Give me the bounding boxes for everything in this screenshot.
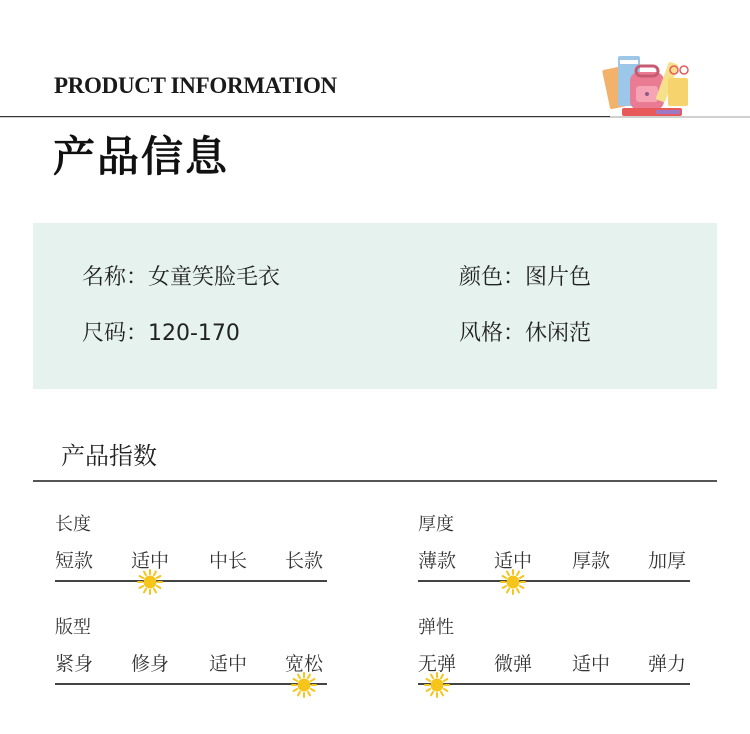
index-option: 宽松 (285, 653, 324, 675)
index-options (418, 546, 690, 576)
index-option: 紧身 (55, 653, 94, 675)
index-option: 无弹 (418, 653, 457, 675)
index-scale-line (55, 580, 327, 582)
page-title: 产品信息 (53, 132, 230, 181)
index-group-label: 长度 (55, 514, 91, 535)
info-style: 风格：休闲范 (459, 321, 592, 346)
info-size: 尺码：120-170 (82, 321, 240, 346)
info-panel (33, 223, 717, 389)
sun-icon (424, 672, 450, 698)
index-option: 中长 (209, 550, 248, 572)
index-option: 适中 (131, 550, 170, 572)
index-option: 薄款 (418, 550, 457, 572)
index-scale-line (418, 683, 690, 685)
school-bag-books-illustration (600, 48, 696, 120)
index-option: 适中 (572, 653, 611, 675)
index-group-label: 弹性 (418, 617, 454, 638)
header-divider-dark (0, 116, 610, 117)
index-option: 适中 (494, 550, 533, 572)
index-section-title: 产品指数 (61, 442, 157, 470)
index-option: 适中 (209, 653, 248, 675)
sun-icon (137, 569, 163, 595)
sun-icon (291, 672, 317, 698)
index-option: 长款 (285, 550, 324, 572)
index-section-divider (33, 480, 717, 482)
info-color: 颜色：图片色 (459, 265, 592, 290)
index-group-label: 版型 (55, 617, 91, 638)
index-option: 弹力 (648, 653, 687, 675)
index-options (418, 649, 690, 679)
index-scale-line (55, 683, 327, 685)
index-option: 加厚 (648, 550, 687, 572)
index-scale-line (418, 580, 690, 582)
index-option: 短款 (55, 550, 94, 572)
index-option: 厚款 (572, 550, 611, 572)
sun-icon (500, 569, 526, 595)
index-options (55, 649, 327, 679)
index-group-label: 厚度 (418, 514, 454, 535)
index-option: 微弹 (494, 653, 533, 675)
index-option: 修身 (131, 653, 170, 675)
info-name: 名称：女童笑脸毛衣 (82, 265, 281, 290)
header-title-en: PRODUCT INFORMATION (54, 73, 337, 98)
index-options (55, 546, 327, 576)
